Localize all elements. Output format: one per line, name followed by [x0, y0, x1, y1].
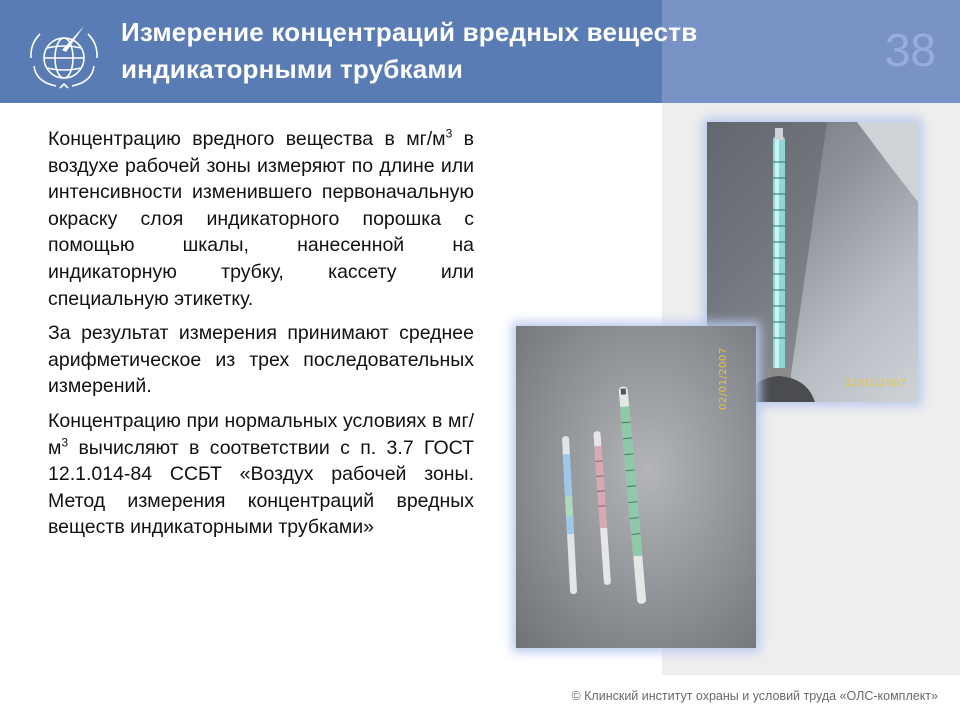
paragraph-2: За результат измерения принимают среднее арифметическое из трех последовательных измерений.: [48, 322, 474, 398]
slide-title-line1: Измерение концентраций вредных веществ: [121, 17, 698, 47]
superscript-3: 3: [445, 126, 453, 141]
paragraph-1-end: в воздухе рабочей зоны измеряют по длине или интенсивности изменившего первоначальную окраску слоя индикаторного порошка с помощью шкалы, нанесенной на индикаторную трубку, кассету или специальную этикетку.: [48, 128, 474, 310]
globe-logo-icon: [26, 22, 102, 92]
paragraph-3-end: вычисляют в соответствии с п. 3.7 ГОСТ 12.1.014-84 ССБТ «Воздух рабочей зоны. Метод измерения концентраций вредных веществ индикаторными трубками»: [48, 436, 474, 539]
slide-title: [121, 14, 841, 88]
paragraph-1-start: Концентрацию вредного вещества в мг/м: [48, 128, 446, 150]
footer-copyright: © Клинский институт охраны и условий труда «ОЛС-комплект»: [571, 689, 938, 703]
photo-date-stamp: 02/01/2007: [844, 378, 907, 389]
superscript-3: 3: [61, 435, 69, 450]
photo-date-stamp-rotated: 02/01/2007: [718, 347, 729, 410]
paragraph-3-start: Концентрацию при нормальных условиях в мг/м: [48, 409, 474, 459]
paragraph-1: [48, 126, 474, 312]
slide-title-line2: индикаторными трубками: [121, 54, 464, 84]
body-text: [48, 126, 474, 549]
header-bar: [0, 0, 960, 103]
slide-number: 38: [884, 24, 936, 76]
paragraph-3: [48, 408, 474, 541]
